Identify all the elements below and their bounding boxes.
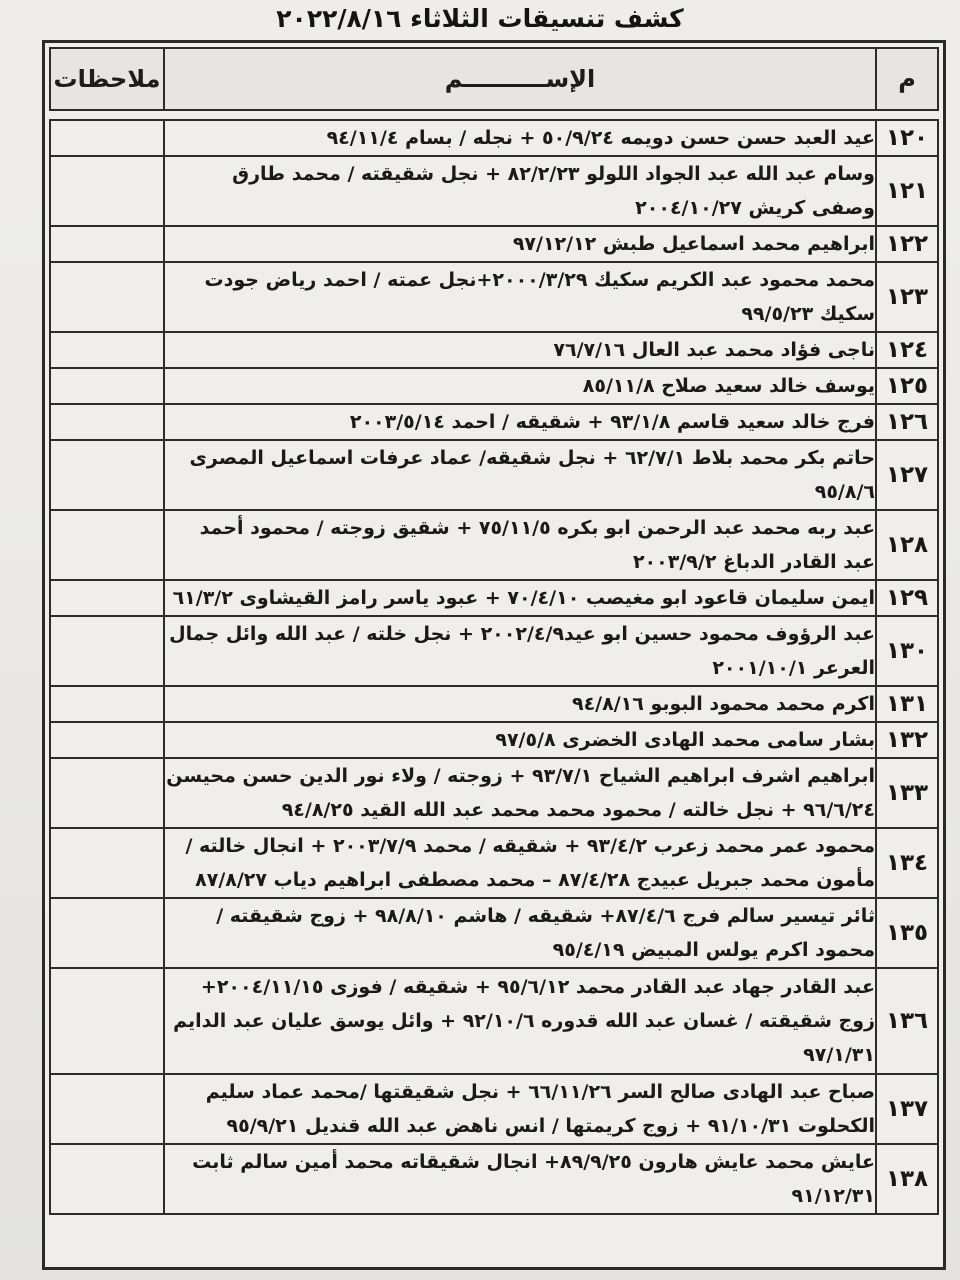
row-number: ١٢٧	[876, 440, 938, 510]
table-row	[50, 1074, 938, 1144]
row-entry: فرج خالد سعيد قاسم ٩٣/١/٨ + شقيقه / احمد ٢٠٠٣/٥/١٤	[164, 404, 876, 440]
table-row	[50, 404, 938, 440]
row-notes	[50, 440, 164, 510]
row-notes	[50, 332, 164, 368]
row-notes	[50, 226, 164, 262]
row-notes	[50, 968, 164, 1074]
row-entry: ابراهيم اشرف ابراهيم الشياح ٩٣/٧/١ + زوجته / ولاء نور الدين حسن محيسن ٩٦/٦/٢٤ + نجل خالته / محمود محمد محمد عبد الله القيد ٩٤/٨/٢٥	[164, 758, 876, 828]
table-body	[50, 110, 938, 1214]
row-number: ١٢٣	[876, 262, 938, 332]
header-name: الإســــــــــم	[164, 48, 876, 110]
row-number: ١٢٢	[876, 226, 938, 262]
table-row	[50, 510, 938, 580]
row-entry: عايش محمد عايش هارون ٨٩/٩/٢٥+ انجال شقيقاته محمد أمين سالم ثابت ٩١/١٢/٣١	[164, 1144, 876, 1214]
table-row	[50, 828, 938, 898]
row-number: ١٣٢	[876, 722, 938, 758]
row-number: ١٢٨	[876, 510, 938, 580]
row-notes	[50, 828, 164, 898]
header-gap	[50, 110, 938, 120]
row-entry: صباح عبد الهادى صالح السر ٦٦/١١/٢٦ + نجل شقيقتها /محمد عماد سليم الكحلوت ٩١/١٠/٣١ + زوج كريمتها / انس ناهض عبد الله قنديل ٩٥/٩/٢١	[164, 1074, 876, 1144]
row-notes	[50, 510, 164, 580]
row-number: ١٣٧	[876, 1074, 938, 1144]
row-number: ١٢٤	[876, 332, 938, 368]
row-entry: عبد القادر جهاد عبد القادر محمد ٩٥/٦/١٢ + شقيقه / فوزى ٢٠٠٤/١١/١٥+ زوج شقيقته / غسان عبد الله قدوره ٩٢/١٠/٦ + وائل يوسق عليان عبد الدايم ٩٧/١/٣١	[164, 968, 876, 1074]
table-row	[50, 898, 938, 968]
row-number: ١٣٥	[876, 898, 938, 968]
row-notes	[50, 580, 164, 616]
row-notes	[50, 758, 164, 828]
table-header-row	[50, 48, 938, 110]
row-entry: ناجى فؤاد محمد عبد العال ٧٦/٧/١٦	[164, 332, 876, 368]
table-row	[50, 758, 938, 828]
row-number: ١٣١	[876, 686, 938, 722]
row-entry: حاتم بكر محمد بلاط ٦٢/٧/١ + نجل شقيقه/ عماد عرفات اسماعيل المصرى ٩٥/٨/٦	[164, 440, 876, 510]
table-row	[50, 226, 938, 262]
row-number: ١٣٠	[876, 616, 938, 686]
row-notes	[50, 262, 164, 332]
row-entry: محمد محمود عبد الكريم سكيك ٢٠٠٠/٣/٢٩+نجل عمته / احمد رياض جودت سكيك ٩٩/٥/٢٣	[164, 262, 876, 332]
row-number: ١٢٦	[876, 404, 938, 440]
gap-cell	[50, 110, 938, 120]
row-notes	[50, 120, 164, 156]
row-number: ١٣٨	[876, 1144, 938, 1214]
table-row	[50, 262, 938, 332]
row-notes	[50, 368, 164, 404]
row-number: ١٢٩	[876, 580, 938, 616]
table-row	[50, 616, 938, 686]
table-row	[50, 722, 938, 758]
row-notes	[50, 404, 164, 440]
table-row	[50, 1144, 938, 1214]
row-entry: ثائر تيسير سالم فرج ٨٧/٤/٦+ شقيقه / هاشم ٩٨/٨/١٠ + زوج شقيقته / محمود اكرم يولس المبيض ٩٥/٤/١٩	[164, 898, 876, 968]
row-number: ١٣٣	[876, 758, 938, 828]
row-entry: عبد الرؤوف محمود حسين ابو عيد٢٠٠٢/٤/٩ + نجل خلته / عبد الله وائل جمال العرعر ٢٠٠١/١٠/١	[164, 616, 876, 686]
header-notes: ملاحظات	[50, 48, 164, 110]
table-row	[50, 968, 938, 1074]
table-row	[50, 686, 938, 722]
table-row	[50, 440, 938, 510]
row-notes	[50, 686, 164, 722]
table-row	[50, 120, 938, 156]
row-entry: اكرم محمد محمود البوبو ٩٤/٨/١٦	[164, 686, 876, 722]
row-number: ١٣٦	[876, 968, 938, 1074]
roster-table	[49, 47, 939, 1215]
row-number: ١٢١	[876, 156, 938, 226]
row-notes	[50, 1074, 164, 1144]
row-notes	[50, 156, 164, 226]
table-row	[50, 368, 938, 404]
document-title: كشف تنسيقات الثلاثاء ٢٠٢٢/٨/١٦	[276, 4, 684, 33]
row-entry: وسام عبد الله عبد الجواد اللولو ٨٢/٢/٢٣ + نجل شقيقته / محمد طارق وصفى كريش ٢٠٠٤/١٠/٢٧	[164, 156, 876, 226]
row-number: ١٢٠	[876, 120, 938, 156]
row-notes	[50, 1144, 164, 1214]
row-entry: عيد العبد حسن حسن دويمه ٥٠/٩/٢٤ + نجله / بسام ٩٤/١١/٤	[164, 120, 876, 156]
row-entry: يوسف خالد سعيد صلاح ٨٥/١١/٨	[164, 368, 876, 404]
row-entry: عبد ربه محمد عبد الرحمن ابو بكره ٧٥/١١/٥ + شقيق زوجته / محمود أحمد عبد القادر الدباغ ٢٠٠٣/٩/٢	[164, 510, 876, 580]
row-number: ١٣٤	[876, 828, 938, 898]
row-notes	[50, 616, 164, 686]
row-entry: ابراهيم محمد اسماعيل طبش ٩٧/١٢/١٢	[164, 226, 876, 262]
table-row	[50, 156, 938, 226]
row-notes	[50, 898, 164, 968]
row-entry: محمود عمر محمد زعرب ٩٣/٤/٢ + شقيقه / محمد ٢٠٠٣/٧/٩ + انجال خالته / مأمون محمد جبريل عبيدج ٨٧/٤/٢٨ – محمد مصطفى ابراهيم دياب ٨٧/٨/٢٧	[164, 828, 876, 898]
header-number: م	[876, 48, 938, 110]
row-entry: بشار سامى محمد الهادى الخضرى ٩٧/٥/٨	[164, 722, 876, 758]
row-entry: ايمن سليمان قاعود ابو مغيصب ٧٠/٤/١٠ + عبود ياسر رامز القيشاوى ٦١/٣/٢	[164, 580, 876, 616]
row-notes	[50, 722, 164, 758]
table-row	[50, 332, 938, 368]
table-row	[50, 580, 938, 616]
roster-table-frame	[42, 40, 946, 1270]
row-number: ١٢٥	[876, 368, 938, 404]
